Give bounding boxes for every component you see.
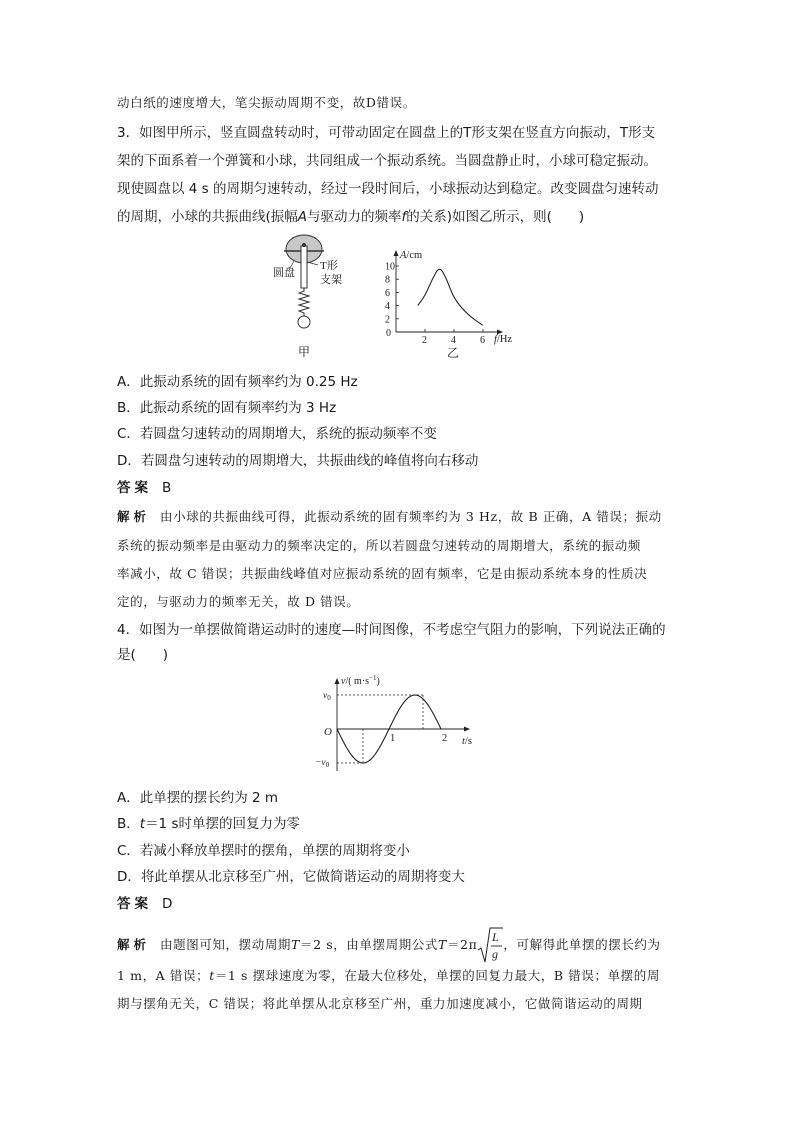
velocity-time-chart	[315, 674, 472, 771]
figure-4	[310, 673, 490, 782]
c4-ylabel-close: )	[376, 676, 380, 687]
q4-sqrt-formula	[477, 929, 503, 961]
c4-v0-var: v	[323, 691, 328, 701]
c4-ylabel	[341, 674, 380, 687]
sqrt-sign	[477, 926, 503, 966]
q4-explanation-line-3: 期与摆角无关，C 错误；将此单摆从北京移至广州，重力加速度减小，它做简谐运动的周期	[117, 996, 643, 1011]
figure-3	[260, 228, 540, 367]
question-3-line-3: 现使圆盘以 4 s 的周期匀速转动，经过一段时间后，小球振动达到稳定。改变圆盘匀速转动	[117, 181, 659, 197]
figure-4-svg	[310, 673, 490, 778]
q4-explanation-line-2	[117, 967, 660, 985]
q3-explanation-line-4: 定的，与驱动力的频率无关，故 D 错误。	[117, 594, 360, 609]
c3-xtick-label-2: 6	[480, 335, 485, 346]
c4-neg-v0-label	[315, 758, 330, 769]
question-3-line-1: 3．如图甲所示，竖直圆盘转动时，可带动固定在圆盘上的T形支架在竖直方向振动，T形支	[117, 125, 656, 141]
c4-tick-1: 1	[390, 733, 396, 744]
q3-answer-value: B	[162, 480, 172, 496]
c3-origin: 0	[386, 328, 391, 339]
q3-var-A: A	[297, 209, 308, 225]
ball	[298, 316, 310, 328]
label-t-frame-1: T形	[320, 260, 338, 272]
c3-ytick-label-0: 2	[385, 314, 390, 326]
q4-answer-value: D	[162, 896, 173, 912]
spring	[299, 288, 309, 316]
t-frame-stem	[301, 246, 307, 288]
c3-ytick-label-3: 8	[385, 274, 390, 286]
apparatus-jia	[273, 235, 342, 359]
c3-ytick-label-2: 6	[385, 287, 390, 299]
q4-exp1-T: T	[291, 937, 300, 952]
q4-explanation-line-1	[117, 929, 661, 961]
c4-v0-label	[323, 691, 331, 702]
c4-ylabel-exp: −1	[369, 674, 377, 682]
c4-xlabel-var: t	[462, 736, 465, 747]
c4-xlabel-unit: /s	[464, 736, 472, 747]
q4-optb-t: t	[139, 816, 146, 832]
question-4-line-1: 4．如图为一单摆做简谐运动时的速度—时间图像，不考虑空气阻力的影响，下列说法正确的	[117, 622, 666, 638]
prev-explanation-tail: 动白纸的速度增大，笔尖振动周期不变，故D错误。	[117, 95, 416, 110]
q4-exp1-T2: T	[438, 937, 447, 952]
c4-origin: O	[324, 726, 332, 738]
q4-exp1-post: ，可解得此单摆的摆长约为	[503, 937, 661, 952]
c3-ylabel	[399, 250, 422, 261]
c3-xlabel-unit: /Hz	[496, 334, 513, 345]
c4-ylabel-var: v	[341, 676, 346, 687]
q3-line4-post: 的关系)如图乙所示，则( )	[406, 209, 585, 225]
q3-line4-mid: 与驱动力的频率	[307, 209, 402, 225]
q3-option-a: A．此振动系统的固有频率约为 0.25 Hz	[117, 374, 358, 390]
q3-explanation-tag: 解析	[117, 509, 151, 524]
question-3-line-4	[117, 208, 584, 226]
c3-ytick-label-1: 4	[385, 301, 390, 313]
q3-answer	[117, 479, 171, 497]
q3-option-b: B．此振动系统的固有频率约为 3 Hz	[117, 400, 337, 416]
q3-answer-tag: 答案	[117, 480, 152, 496]
q4-option-a: A．此单摆的摆长约为 2 m	[117, 790, 279, 806]
q4-explanation-tag: 解析	[117, 937, 151, 952]
c3-ylabel-var: A	[400, 250, 407, 261]
sqrt-denominator: g	[492, 946, 500, 961]
q4-exp1-eq: ＝2π	[446, 937, 478, 952]
q4-answer	[117, 895, 172, 913]
label-disk: 圆盘	[273, 267, 295, 279]
c3-ytick-label-4: 10	[385, 261, 395, 273]
question-3-line-2: 架的下面系着一个弹簧和小球，共同组成一个振动系统。当圆盘静止时，小球可稳定振动。	[117, 153, 657, 169]
c4-x-arrow	[464, 727, 470, 732]
q4-answer-tag: 答案	[117, 896, 152, 912]
sqrt-numerator: L	[492, 929, 500, 944]
c4-neg-v0-var: −v	[315, 758, 326, 768]
c3-xlabel	[494, 334, 512, 345]
c3-xtick-label-0: 2	[422, 335, 427, 346]
c3-y-arrow	[394, 250, 399, 256]
c4-v0-sub: 0	[327, 694, 331, 702]
c3-xlabel-var: f	[494, 334, 497, 345]
q3-explanation-line-3: 率减小，故 C 错误；共振曲线峰值对应振动系统的固有频率，它是由振动系统本身的性质决	[117, 566, 648, 581]
q4-exp2-post: ＝1 s 摆球速度为零，在最大位移处，单摆的回复力最大，B 错误；单摆的周	[214, 968, 660, 983]
c3-ylabel-unit: /cm	[406, 250, 423, 261]
c4-neg-v0-sub: 0	[325, 761, 330, 769]
label-t-frame-2: 支架	[320, 274, 342, 286]
q3-option-c: C．若圆盘匀速转动的周期增大，系统的振动频率不变	[117, 426, 437, 442]
frame-leader	[307, 262, 318, 265]
c3-resonance-curve	[418, 269, 483, 325]
question-4-line-2: 是( )	[117, 647, 169, 663]
figure-3-svg	[260, 228, 540, 363]
q3-line4-pre: 的周期，小球的共振曲线(振幅	[117, 209, 298, 225]
q4-optb-pre: B．	[117, 816, 140, 832]
q4-optb-post: ＝1 s时单摆的回复力为零	[145, 816, 300, 832]
c4-xlabel	[462, 736, 472, 747]
q4-exp1-pre: 由题图可知，摆动周期	[160, 937, 292, 952]
c4-tick-2: 2	[442, 733, 448, 744]
label-jia: 甲	[298, 345, 311, 359]
resonance-chart-yi	[385, 250, 512, 360]
c4-y-arrow	[335, 678, 340, 684]
label-yi: 乙	[447, 346, 460, 360]
q4-option-c: C．若减小释放单摆时的摆角，单摆的周期将变小	[117, 843, 410, 859]
q4-option-d: D．将此单摆从北京移至广州，它做简谐运动的周期将变大	[117, 869, 465, 885]
c3-xtick-label-1: 4	[451, 335, 456, 346]
q3-exp1-text: 由小球的共振曲线可得，此振动系统的固有频率约为 3 Hz，故 B 正确，A 错误；振动	[160, 509, 662, 524]
q4-exp1-mid: ＝2 s，由单摆周期公式	[299, 937, 439, 952]
q4-exp2-pre: 1 m，A 错误；	[117, 968, 210, 983]
c4-ylabel-unit: /( m·s	[345, 676, 370, 687]
q3-option-d: D．若圆盘匀速转动的周期增大，共振曲线的峰值将向右移动	[117, 453, 479, 469]
q3-explanation-line-2: 系统的振动频率是由驱动力的频率决定的，所以若圆盘匀速转动的周期增大，系统的振动频	[117, 538, 642, 553]
q4-option-b	[117, 815, 300, 833]
disk-pin	[302, 243, 306, 247]
q3-var-f: f	[401, 209, 407, 225]
q4-exp2-t: t	[209, 968, 215, 983]
q3-explanation-line-1	[117, 508, 662, 526]
